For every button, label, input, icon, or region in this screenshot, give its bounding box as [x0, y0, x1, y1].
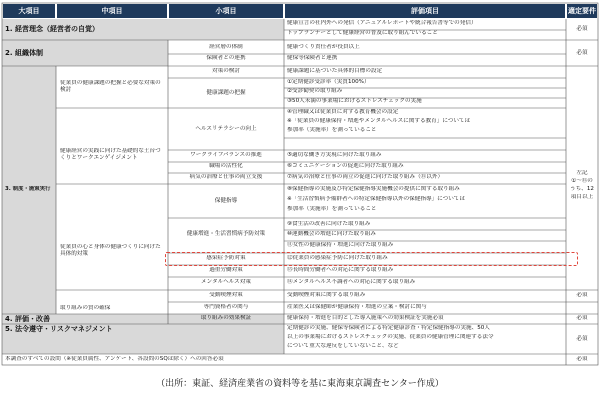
minor-zoshin: 健康増進・生活習慣病予防対策	[186, 230, 266, 237]
source-caption: （出所：東証、経済産業省の資料等を基に東海東京調査センター作成）	[156, 379, 444, 389]
section1-req: 必須	[576, 26, 588, 32]
minor-byoki: 病気の治療と仕事の両立支援	[189, 174, 263, 180]
eval-wlb: ⑤適切な働き方実現に向けた取り組み	[287, 152, 382, 158]
minor-haaku: 健康課題の把握	[206, 89, 246, 96]
section2-eval2: 健保等保険者と連携	[287, 55, 338, 61]
section1-title: 1. 経営理念（経営者の自覚）	[5, 25, 99, 33]
eval-haaku-1: ①定期健診受診率（実質100%）	[287, 79, 370, 85]
minor-health-literacy: ヘルスリテラシーの向上	[195, 125, 257, 132]
eval-zoshin-3: ⑪女性の健康保持・増進に向けた取り組み	[287, 242, 394, 248]
minor-kajuu: 過重労働対策	[209, 267, 243, 273]
section5-eval2: 以上の事業場におけるストレスチェックの実施、従業員の健康管理に関連する法令	[287, 334, 494, 340]
eval-zoshin-1: ⑨食生活の改善に向けた取り組み	[287, 221, 371, 227]
section4-minor: 取り組みの効果検証	[200, 315, 252, 321]
eval-literacy-3: 参加率（実施率）を測っていること	[287, 127, 377, 133]
req-kitsuen: 必須	[576, 292, 588, 298]
minor-kitsuen: 受動喫煙対策	[209, 292, 243, 298]
section5-eval3: について重大な違反をしていないこと、など	[287, 343, 399, 349]
section3-title: 3. 制度・施策実行	[5, 186, 51, 192]
eval-hoken-3: 参加率（実施率）を測っていること	[287, 206, 377, 212]
eval-senmon: 産業医又は保健師が健康保持・増進の立案・検討に関与	[287, 304, 427, 310]
header-minor: 小項目	[168, 3, 284, 19]
section5-eval1: 定期健診の実施、健保等保険者による特定健康診査・特定保健指導の実施、50人	[287, 325, 490, 331]
section1-eval2: トップランナーとして健康経営の普及に取り組んでいること	[287, 30, 438, 36]
section3-mid2: 健康経営の実践に向けた基礎的な土台づくりとワークエンゲイジメント	[60, 148, 161, 161]
minor-hoken: 保健指導	[214, 197, 238, 204]
footnote: 本調査のすべての設問（※従業員属性、アンケート、各設問のSQは除く）への回答必須	[5, 356, 224, 362]
eval-haaku-3: ③50人未満の事業場におけるストレスチェックの実施	[287, 98, 422, 104]
section1-eval1: 健康宣言の社内外への発信（アニュアルレポートや統合報告書等での発信）	[287, 20, 477, 26]
minor-senmon: 専門資格者の関与	[203, 304, 249, 310]
minor-taisaku: 対策の検討	[212, 68, 240, 74]
eval-kajuu: ⑬長時間労働者への対応に関する取り組み	[287, 267, 394, 273]
eval-taisaku: 健康課題に基づいた具体的目標の設定	[287, 68, 383, 74]
section3-mid3: 従業員の心と身体の健康づくりに向けた具体的対策	[60, 244, 161, 257]
section2-minor2: 保険者との連携	[206, 55, 246, 61]
section3-mid4: 取り組みの質の確保	[60, 305, 111, 311]
eval-haaku-2: ②受診勧奨の取り組み	[287, 88, 343, 94]
section2-minor1: 経営層の体制	[209, 44, 243, 50]
header-major: 大項目	[2, 3, 56, 19]
eval-literacy-1: ④管理職又は従業員に対する教育機会の設定	[287, 109, 399, 115]
highlight-kansen-row	[165, 252, 578, 266]
eval-hoken-1: ⑧保健指導の実施及び特定保健指導実施機会の提供に関する取り組み	[287, 186, 460, 192]
section2-title: 2. 組織体制	[5, 48, 43, 57]
section4-req: 必須	[576, 315, 588, 321]
section3-mid1: 従業員の健康課題の把握と必要な対策の検討	[60, 80, 161, 93]
section5-title: 5. 法令遵守・リスクマネジメント	[5, 324, 113, 333]
section2-req: 必須	[576, 49, 588, 56]
section4-eval: 健康保持・増進を目的とした導入施策への効果検証を実施必須	[287, 315, 444, 321]
section4-title: 4. 評価・改善	[5, 314, 50, 323]
header-eval: 評価項目	[284, 3, 566, 19]
req-line3: うち、12	[570, 186, 594, 192]
eval-hoken-2: ※「生活習慣病予備群者への特定保健指導以外の保健指導」については	[287, 196, 465, 202]
req-line1: 左記	[576, 170, 588, 176]
req-line2: ①～⑮の	[571, 178, 593, 184]
header-mid: 中項目	[56, 3, 168, 19]
minor-mental: メンタルヘルス対策	[201, 279, 251, 285]
eval-byoki: ⑦病気の治療と仕事の両立の促進に向けた取り組み（⑮以外）	[287, 174, 444, 180]
eval-mental: ⑭メンタルヘルス不調者への対応に関する取り組み	[287, 279, 416, 285]
eval-kansen: ⑫従業員の感染症予防に向けた取り組み	[287, 255, 388, 261]
header-req: 適定要件	[566, 3, 598, 19]
minor-shokuba: 職場の活性化	[209, 163, 243, 169]
eval-zoshin-2: ⑩運動機会の増進に向けた取り組み	[287, 231, 376, 237]
footnote-req: 必須	[576, 356, 588, 362]
section5-req: 必須	[576, 335, 588, 342]
section2-eval1: 健康づくり責任者が役員以上	[287, 44, 360, 50]
eval-literacy-2: ※「従業員の健康保持・増進やメンタルヘルスに関する教育」については	[287, 118, 471, 124]
minor-kansen: 感染症予防対策	[206, 255, 246, 261]
eval-kitsuen: 受動喫煙対策に関する取り組み	[287, 292, 366, 298]
req-line4: 項目以上	[570, 194, 594, 200]
minor-wlb: ワークライフバランスの推進	[190, 152, 262, 158]
eval-shokuba: ⑥コミュニケーションの促進に向けた取り組み	[287, 163, 404, 169]
